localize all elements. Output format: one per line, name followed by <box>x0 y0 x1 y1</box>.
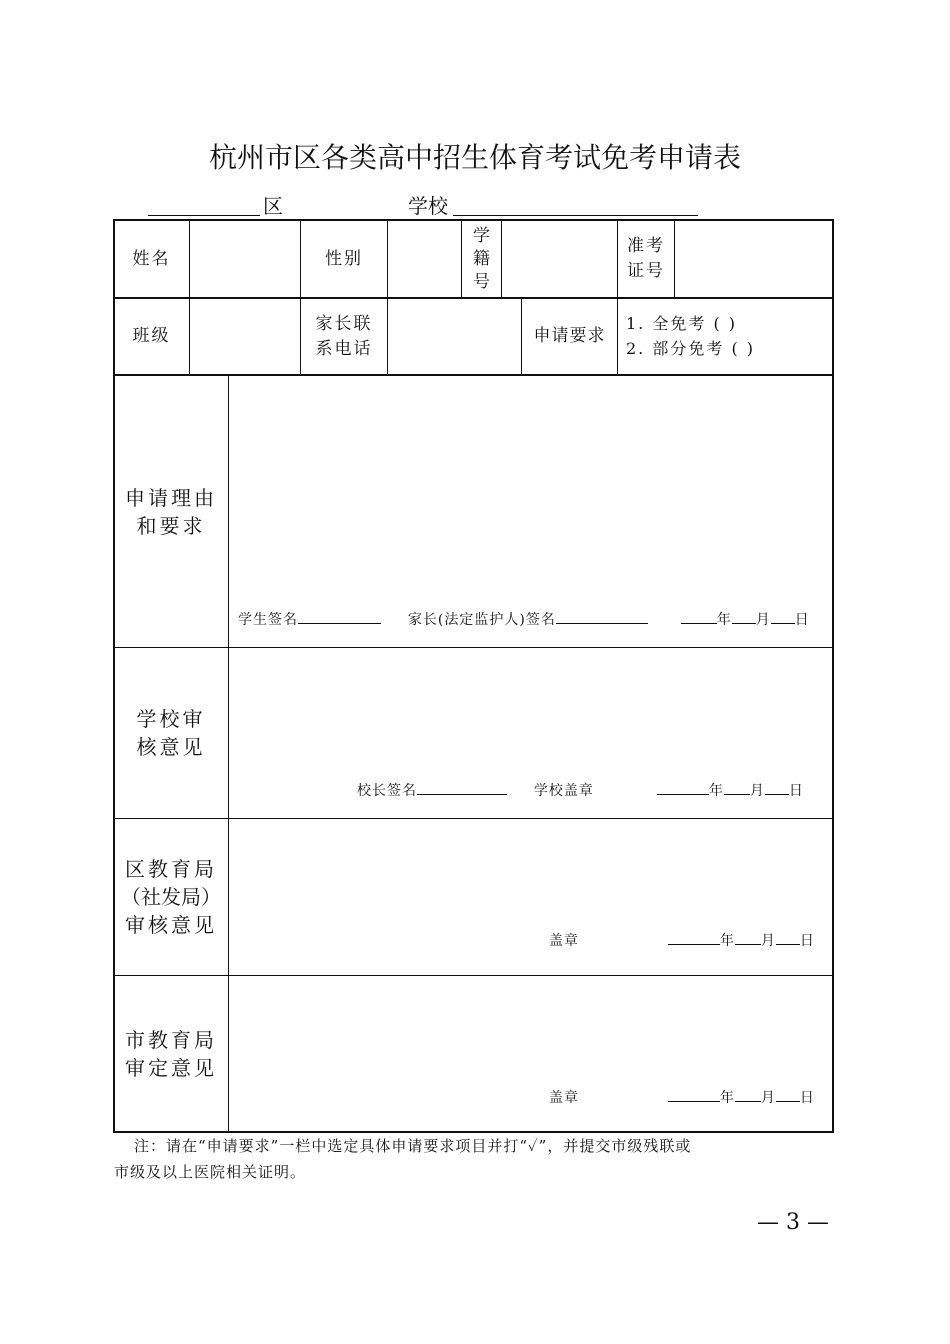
option-partial-exemption[interactable]: 2. 部分免考 ( ) <box>626 339 756 358</box>
city-signature-line <box>549 1086 815 1107</box>
city-review-label-1: 市教育局 <box>125 1027 217 1052</box>
reason-day-label: 日 <box>794 612 810 628</box>
district-review-label-1: 区教育局 <box>125 857 217 881</box>
district-seal-label: 盖章 <box>549 933 579 949</box>
exam-number-label-1: 准考 <box>627 236 665 256</box>
school-review-label <box>114 648 228 818</box>
reason-day-field[interactable] <box>771 608 795 624</box>
parent-phone-label-1: 家长联 <box>315 313 373 334</box>
name-label: 姓名 <box>132 248 171 269</box>
exam-number-field[interactable] <box>675 221 832 297</box>
reason-label-2: 和要求 <box>136 513 206 538</box>
student-reg-label <box>462 221 501 297</box>
class-label: 班级 <box>132 326 171 346</box>
district-year-field[interactable] <box>668 929 720 945</box>
reason-signature-line <box>238 608 810 629</box>
exam-number-label-2: 证号 <box>627 261 665 281</box>
city-review-textarea[interactable] <box>230 977 832 1077</box>
school-month-field[interactable] <box>724 779 750 795</box>
parent-signature-field[interactable] <box>556 608 648 624</box>
school-year-label: 年 <box>708 783 724 799</box>
school-day-field[interactable] <box>765 779 789 795</box>
district-year-label: 年 <box>719 933 735 949</box>
page-number: — 3 — <box>757 1210 829 1235</box>
principal-signature-label: 校长签名 <box>357 783 417 799</box>
district-signature-line <box>549 929 815 950</box>
district-label: 区 <box>263 194 283 218</box>
page-title: 杭州市区各类高中招生体育考试免考申请表 <box>208 141 741 174</box>
student-reg-label-1: 学 <box>473 225 490 246</box>
reason-month-field[interactable] <box>732 608 756 624</box>
district-review-label-2: （社发局） <box>121 885 221 909</box>
school-review-label-2: 核意见 <box>136 735 206 759</box>
district-review-textarea[interactable] <box>230 820 832 920</box>
city-month-field[interactable] <box>735 1086 761 1102</box>
school-review-label-1: 学校审 <box>136 707 206 731</box>
reason-label <box>114 376 228 647</box>
gender-field[interactable] <box>388 221 461 297</box>
school-seal-label: 学校盖章 <box>533 783 594 799</box>
district-month-label: 月 <box>760 933 776 949</box>
reason-label-1: 申请理由 <box>125 485 217 510</box>
student-signature-field[interactable] <box>298 608 381 624</box>
exam-number-label <box>618 221 674 297</box>
student-reg-field[interactable] <box>502 221 617 297</box>
city-seal-label: 盖章 <box>549 1090 579 1106</box>
district-review-label <box>114 819 228 975</box>
class-field[interactable] <box>190 299 300 374</box>
district-day-label: 日 <box>799 933 815 949</box>
option-full-exemption[interactable]: 1. 全免考 ( ) <box>626 314 738 333</box>
district-month-field[interactable] <box>735 929 761 945</box>
gender-label: 性别 <box>325 248 363 269</box>
parent-phone-field[interactable] <box>388 299 521 374</box>
reason-textarea[interactable] <box>230 376 832 598</box>
city-day-field[interactable] <box>776 1086 800 1102</box>
school-review-textarea[interactable] <box>230 649 832 769</box>
school-blank <box>453 215 698 216</box>
student-signature-label: 学生签名 <box>238 612 298 628</box>
city-year-field[interactable] <box>668 1086 720 1102</box>
footnote-line-2: 市级及以上医院相关证明。 <box>114 1163 307 1181</box>
city-review-label-2: 审定意见 <box>125 1055 217 1080</box>
school-month-label: 月 <box>749 783 765 799</box>
student-reg-label-3: 号 <box>473 271 490 292</box>
parent-phone-label <box>301 299 387 374</box>
principal-signature-field[interactable] <box>417 779 507 795</box>
district-day-field[interactable] <box>776 929 800 945</box>
school-label: 学校 <box>408 194 448 218</box>
student-reg-label-2: 籍 <box>473 248 490 269</box>
city-day-label: 日 <box>799 1090 815 1106</box>
parent-signature-label: 家长(法定监护人)签名 <box>407 612 556 628</box>
parent-phone-label-2: 系电话 <box>315 338 373 359</box>
district-blank <box>148 215 260 216</box>
school-year-field[interactable] <box>657 779 709 795</box>
school-day-label: 日 <box>788 783 804 799</box>
request-label: 申请要求 <box>533 326 606 346</box>
district-review-label-3: 审核意见 <box>125 913 217 937</box>
city-month-label: 月 <box>760 1090 776 1106</box>
name-field[interactable] <box>190 221 300 297</box>
city-review-label <box>114 976 228 1131</box>
reason-year-field[interactable] <box>681 608 717 624</box>
city-year-label: 年 <box>719 1090 735 1106</box>
school-signature-line <box>357 779 804 800</box>
reason-year-label: 年 <box>716 612 732 628</box>
footnote-line-1: 注：请在“申请要求”一栏中选定具体申请要求项目并打“✓”，并提交市级残联或 <box>134 1137 692 1155</box>
reason-month-label: 月 <box>755 612 771 628</box>
